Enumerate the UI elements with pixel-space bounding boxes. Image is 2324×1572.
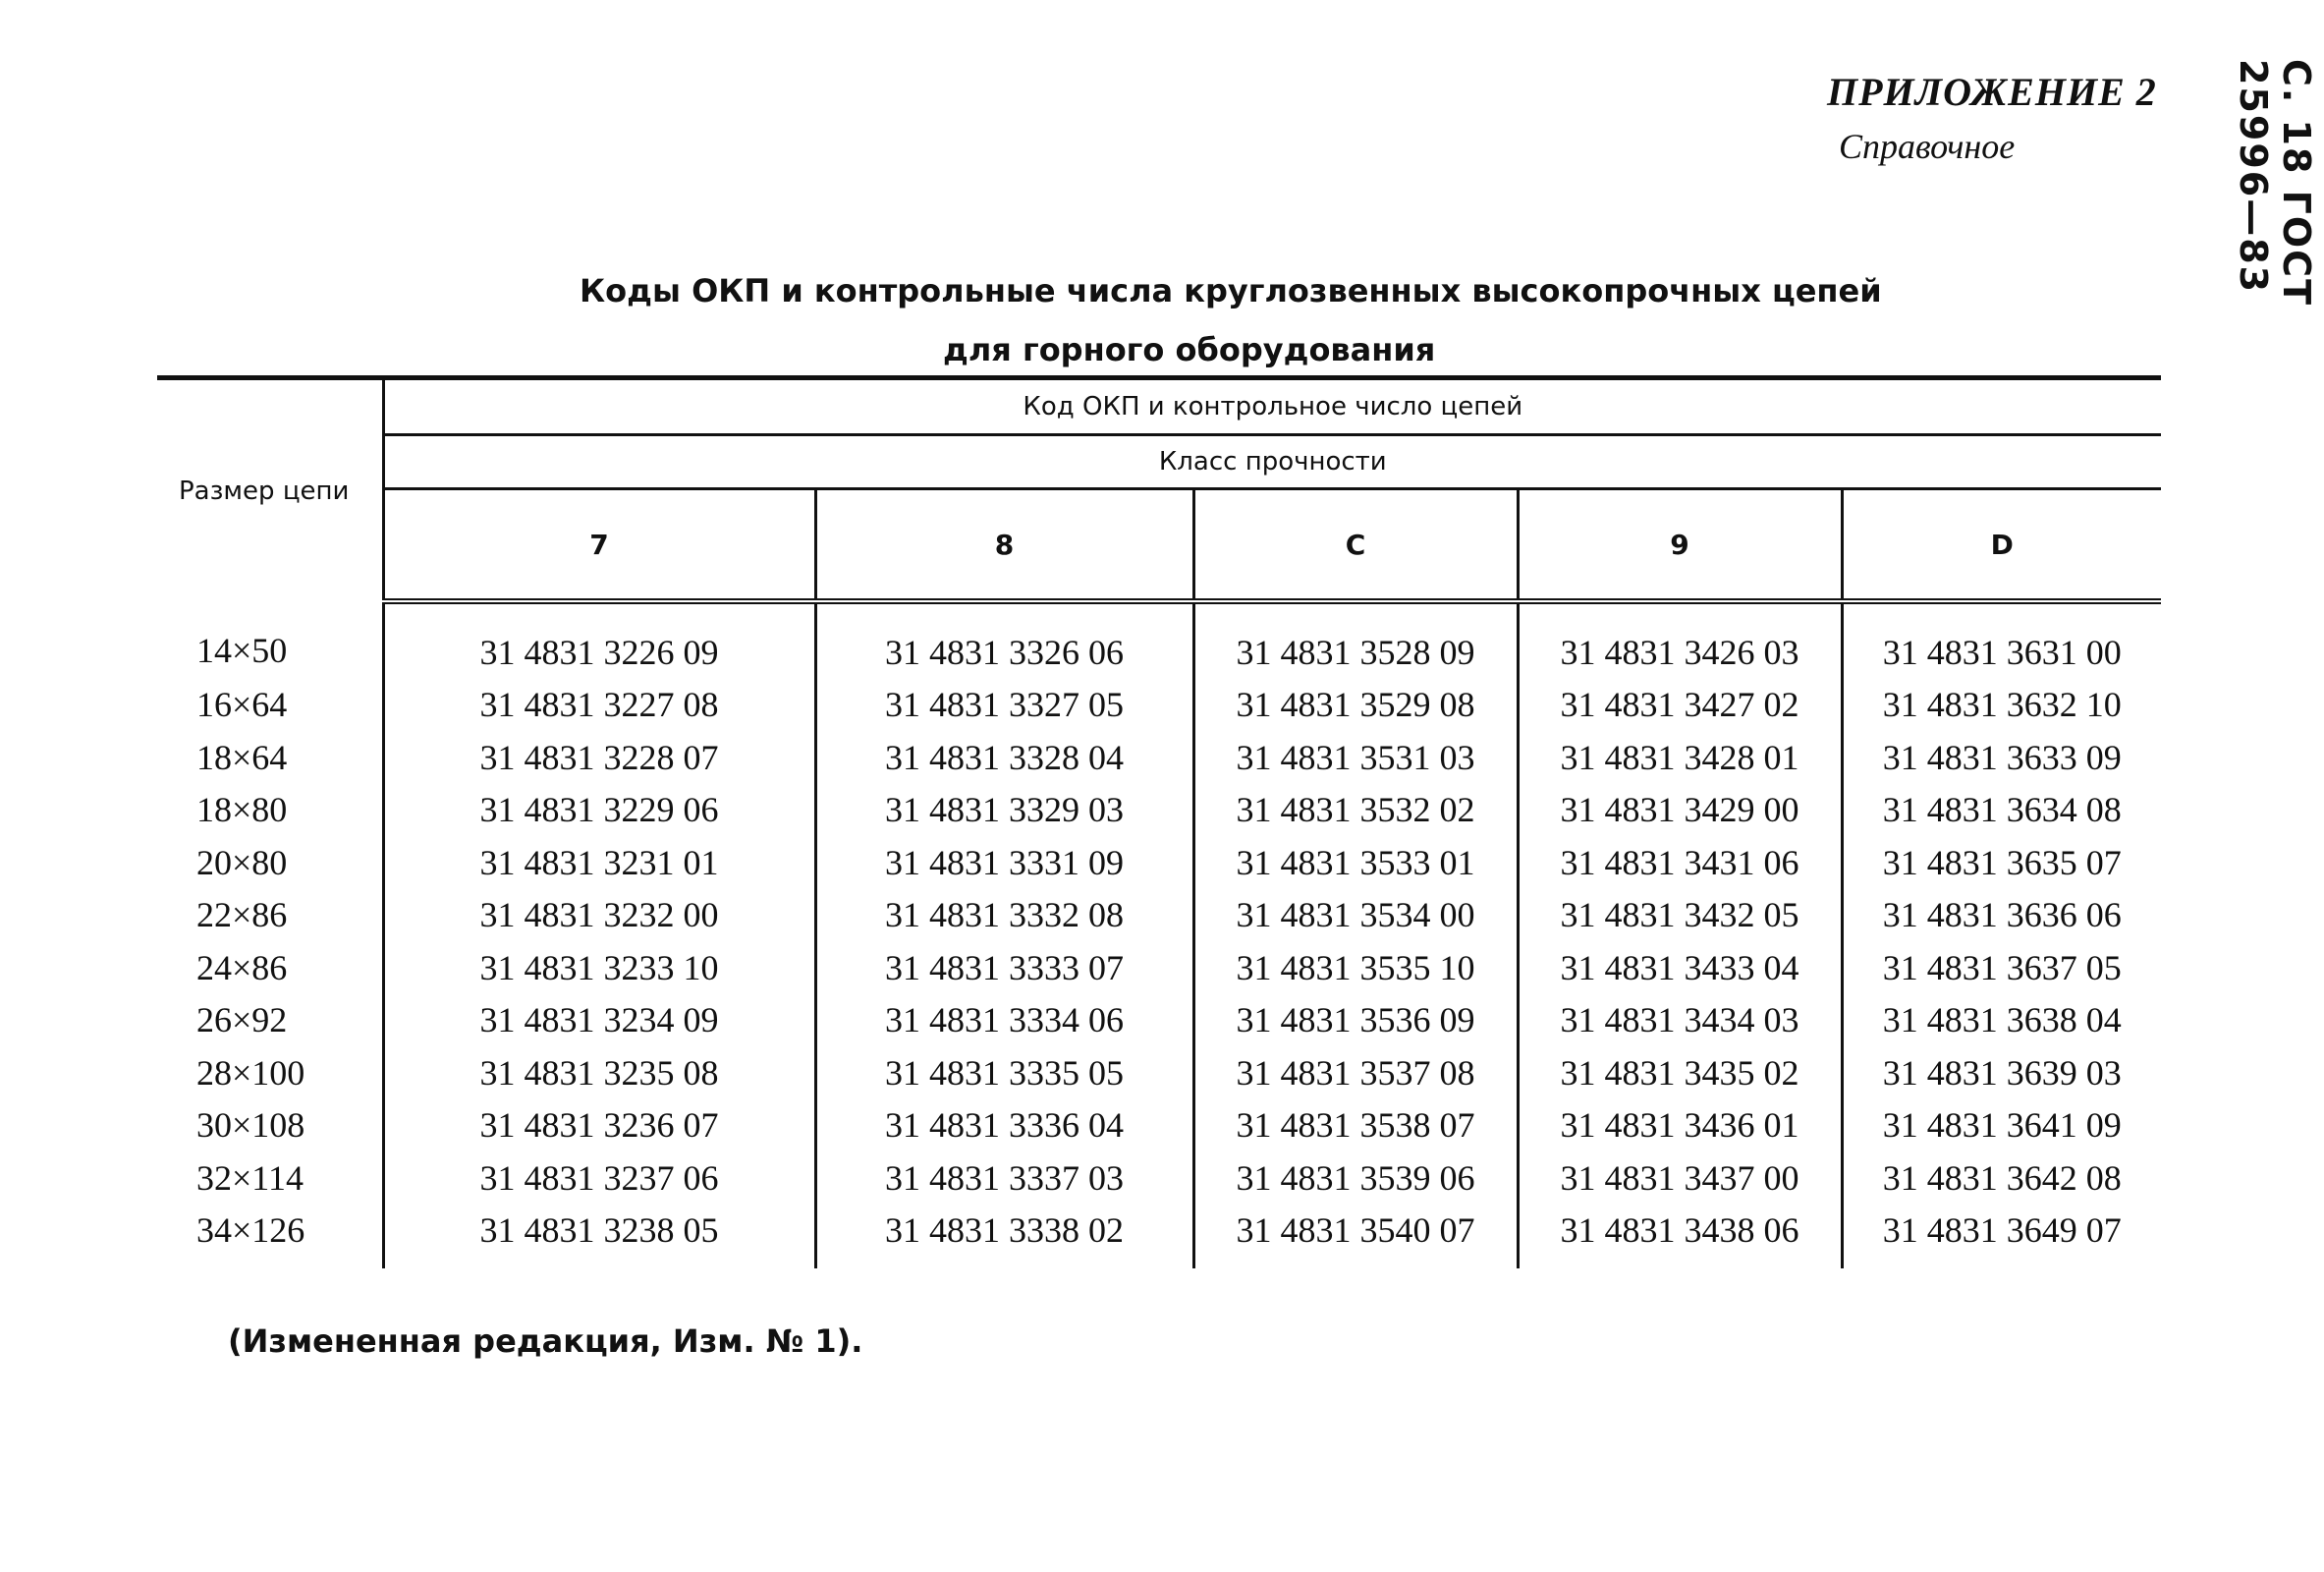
strength-class-header: Класс прочности	[383, 435, 2161, 489]
title-line-1: Коды ОКП и контрольные числа круглозвенных высокопрочных цепей	[580, 272, 1882, 309]
class-header-8: 8	[815, 489, 1193, 602]
okp-code-cell: 31 4831 3528 09	[1193, 601, 1518, 679]
okp-code-cell: 31 4831 3429 00	[1518, 784, 1842, 837]
okp-code-cell: 31 4831 3229 06	[383, 784, 815, 837]
okp-code-cell: 31 4831 3235 08	[383, 1046, 815, 1099]
main-column-header: Код ОКП и контрольное число цепей	[383, 378, 2161, 435]
okp-code-cell: 31 4831 3226 09	[383, 601, 815, 679]
okp-code-cell: 31 4831 3434 03	[1518, 994, 1842, 1047]
okp-code-cell: 31 4831 3326 06	[815, 601, 1193, 679]
class-header-9: 9	[1518, 489, 1842, 602]
okp-code-cell: 31 4831 3532 02	[1193, 784, 1518, 837]
class-header-d: D	[1842, 489, 2161, 602]
okp-code-cell: 31 4831 3631 00	[1882, 632, 2122, 672]
table-row	[157, 731, 2161, 784]
okp-code-cell: 31 4831 3642 08	[1882, 1157, 2122, 1198]
okp-code-cell: 31 4831 3639 03	[1882, 1052, 2122, 1093]
okp-code-cell: 31 4831 3534 00	[1193, 889, 1518, 942]
okp-code-cell: 31 4831 3634 08	[1882, 790, 2122, 830]
table-row	[157, 1099, 2161, 1152]
okp-code-cell: 31 4831 3433 04	[1518, 941, 1842, 994]
okp-code-cell: 31 4831 3329 03	[815, 784, 1193, 837]
table-row	[157, 679, 2161, 732]
okp-code-cell: 31 4831 3338 02	[815, 1205, 1193, 1258]
table-row	[157, 1046, 2161, 1099]
okp-code-cell: 31 4831 3540 07	[1193, 1205, 1518, 1258]
okp-code-cell: 31 4831 3632 10	[1882, 685, 2122, 725]
okp-code-cell: 31 4831 3535 10	[1193, 941, 1518, 994]
okp-code-cell: 31 4831 3641 09	[1882, 1105, 2122, 1146]
okp-code-cell: 31 4831 3431 06	[1518, 836, 1842, 889]
okp-code-cell: 31 4831 3234 09	[383, 994, 815, 1047]
table-row	[157, 784, 2161, 837]
table-end-spacer	[157, 1257, 2161, 1268]
chain-size-cell: 18×80	[157, 784, 383, 837]
spacer-cell	[1518, 1257, 1842, 1268]
okp-code-cell: 31 4831 3633 09	[1882, 737, 2122, 777]
okp-code-cell: 31 4831 3334 06	[815, 994, 1193, 1047]
okp-code-cell: 31 4831 3231 01	[383, 836, 815, 889]
okp-code-cell: 31 4831 3438 06	[1518, 1205, 1842, 1258]
okp-code-cell: 31 4831 3238 05	[383, 1205, 815, 1258]
table-row	[157, 994, 2161, 1047]
okp-code-cell: 31 4831 3636 06	[1882, 895, 2122, 935]
spacer-cell	[157, 1257, 383, 1268]
okp-code-cell: 31 4831 3232 00	[383, 889, 815, 942]
document-title	[0, 261, 2324, 379]
okp-code-cell: 31 4831 3335 05	[815, 1046, 1193, 1099]
okp-code-cell: 31 4831 3432 05	[1518, 889, 1842, 942]
okp-code-cell: 31 4831 3236 07	[383, 1099, 815, 1152]
chain-size-cell: 32×114	[157, 1151, 383, 1205]
okp-code-cell: 31 4831 3233 10	[383, 941, 815, 994]
okp-code-cell: 31 4831 3649 07	[1882, 1210, 2122, 1251]
okp-code-cell: 31 4831 3428 01	[1518, 731, 1842, 784]
revision-note: (Измененная редакция, Изм. № 1).	[228, 1322, 863, 1360]
table-row	[157, 836, 2161, 889]
table-row	[157, 889, 2161, 942]
chain-size-cell: 14×50	[157, 601, 383, 679]
okp-code-cell: 31 4831 3536 09	[1193, 994, 1518, 1047]
reference-label: Справочное	[1839, 127, 2016, 166]
class-header-7: 7	[383, 489, 815, 602]
spacer-cell	[815, 1257, 1193, 1268]
okp-code-cell: 31 4831 3228 07	[383, 731, 815, 784]
class-header-c: C	[1193, 489, 1518, 602]
title-line-2: для горного оборудования	[943, 331, 1436, 368]
okp-code-cell: 31 4831 3638 04	[1882, 1000, 2122, 1040]
table-body	[157, 601, 2161, 1268]
table-row	[157, 601, 2161, 679]
okp-code-cell: 31 4831 3327 05	[815, 679, 1193, 732]
chain-size-cell: 30×108	[157, 1099, 383, 1152]
table-row	[157, 941, 2161, 994]
okp-code-cell: 31 4831 3538 07	[1193, 1099, 1518, 1152]
okp-code-cell: 31 4831 3227 08	[383, 679, 815, 732]
okp-code-cell: 31 4831 3437 00	[1518, 1151, 1842, 1205]
okp-code-cell: 31 4831 3332 08	[815, 889, 1193, 942]
okp-code-cell: 31 4831 3436 01	[1518, 1099, 1842, 1152]
spacer-cell	[383, 1257, 815, 1268]
okp-code-cell: 31 4831 3427 02	[1518, 679, 1842, 732]
chain-size-cell: 16×64	[157, 679, 383, 732]
okp-code-cell: 31 4831 3537 08	[1193, 1046, 1518, 1099]
okp-code-cell: 31 4831 3237 06	[383, 1151, 815, 1205]
okp-code-cell: 31 4831 3635 07	[1882, 842, 2122, 882]
spacer-cell	[1842, 1257, 2161, 1268]
okp-code-cell: 31 4831 3529 08	[1193, 679, 1518, 732]
page-label: С. 18 ГОСТ 25996—83	[2232, 59, 2318, 307]
appendix-label: ПРИЛОЖЕНИЕ 2	[1827, 70, 2157, 114]
okp-code-cell: 31 4831 3435 02	[1518, 1046, 1842, 1099]
table-row	[157, 1205, 2161, 1258]
spacer-cell	[1193, 1257, 1518, 1268]
okp-code-cell: 31 4831 3539 06	[1193, 1151, 1518, 1205]
codes-table-container	[157, 375, 2161, 1268]
codes-table	[157, 375, 2161, 1268]
okp-code-cell: 31 4831 3426 03	[1518, 601, 1842, 679]
size-column-header: Размер цепи	[157, 378, 383, 602]
okp-code-cell: 31 4831 3328 04	[815, 731, 1193, 784]
chain-size-cell: 26×92	[157, 994, 383, 1047]
okp-code-cell: 31 4831 3331 09	[815, 836, 1193, 889]
chain-size-cell: 20×80	[157, 836, 383, 889]
chain-size-cell: 24×86	[157, 941, 383, 994]
chain-size-cell: 34×126	[157, 1205, 383, 1258]
okp-code-cell: 31 4831 3531 03	[1193, 731, 1518, 784]
table-row	[157, 1151, 2161, 1205]
chain-size-cell: 22×86	[157, 889, 383, 942]
okp-code-cell: 31 4831 3337 03	[815, 1151, 1193, 1205]
okp-code-cell: 31 4831 3637 05	[1882, 947, 2122, 987]
chain-size-cell: 28×100	[157, 1046, 383, 1099]
okp-code-cell: 31 4831 3333 07	[815, 941, 1193, 994]
chain-size-cell: 18×64	[157, 731, 383, 784]
okp-code-cell: 31 4831 3336 04	[815, 1099, 1193, 1152]
okp-code-cell: 31 4831 3533 01	[1193, 836, 1518, 889]
